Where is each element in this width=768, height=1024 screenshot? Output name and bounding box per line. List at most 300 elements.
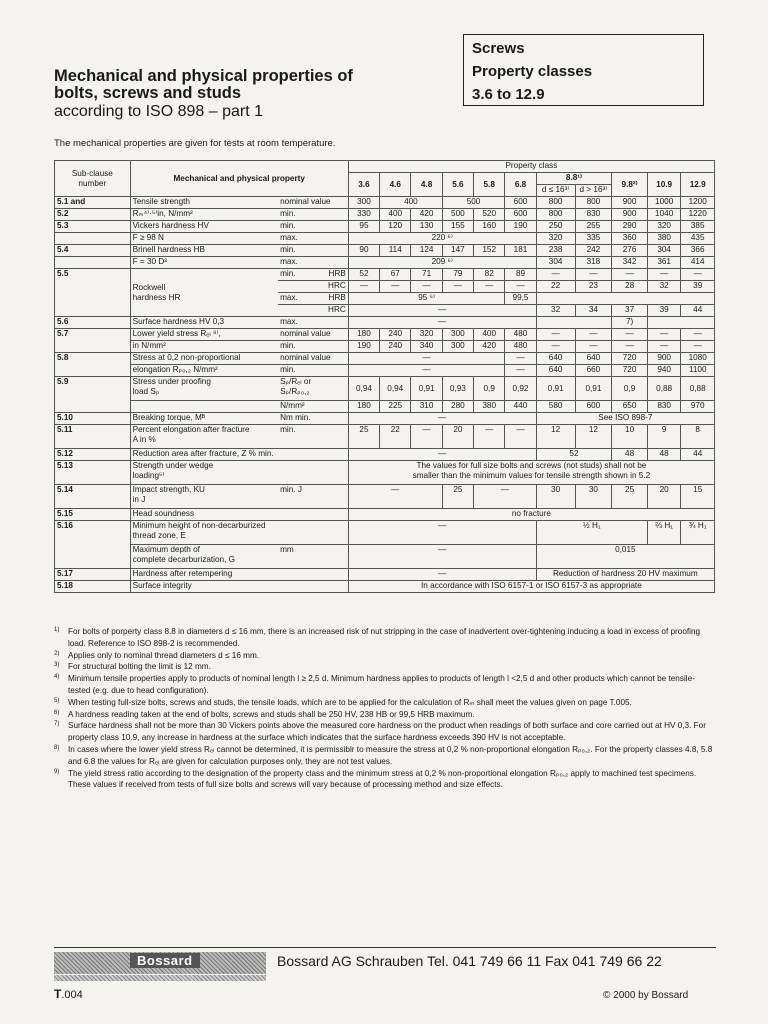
- value-cell: 82: [474, 269, 505, 281]
- property-condition: min. J: [278, 485, 348, 509]
- property-name: Stress at 0,2 non-proportional: [130, 353, 278, 365]
- value-cell: 940: [647, 365, 680, 377]
- footnote: [54, 744, 716, 768]
- value-cell: —: [612, 269, 648, 281]
- value-cell: 420: [474, 341, 505, 353]
- value-cell: 1080: [681, 353, 715, 365]
- value-cell: 435: [681, 233, 715, 245]
- value-cell: 22: [380, 425, 411, 449]
- value-cell: —: [474, 485, 537, 509]
- value-cell: 310: [411, 401, 442, 413]
- value-cell: 52: [536, 449, 612, 461]
- value-cell: 225: [380, 401, 411, 413]
- header-property-class: Property class: [348, 161, 714, 173]
- value-cell: 79: [442, 269, 473, 281]
- value-cell: 600: [505, 209, 536, 221]
- footnote-marker: 1): [54, 627, 60, 633]
- topic-box: [463, 34, 704, 106]
- value-cell: 180: [348, 401, 379, 413]
- logo-text: Bossard: [130, 953, 200, 968]
- value-cell: 366: [681, 245, 715, 257]
- value-cell: 480: [505, 329, 536, 341]
- property-condition: nominal value: [278, 329, 348, 341]
- value-cell: 180: [348, 329, 379, 341]
- copyright: © 2000 by Bossard: [603, 990, 689, 1001]
- value-cell: 0,9: [612, 377, 648, 401]
- value-cell: 520: [474, 209, 505, 221]
- property-name: elongation Rₚ₀,₂ N/mm²: [130, 365, 278, 377]
- value-cell: 480: [505, 341, 536, 353]
- footnote-text: A hardness reading taken at the end of bolts, screws and studs shall be 250 HV, 238 HB or 99,5 HRB maximum.: [68, 709, 475, 719]
- value-cell: —: [474, 281, 505, 293]
- property-name: Hardness after retempering: [130, 569, 348, 581]
- subclause-number: 5.4: [55, 245, 131, 257]
- property-name: Percent elongation after fracture A in %: [130, 425, 278, 449]
- value-cell: 20: [647, 485, 680, 509]
- footnote: [54, 626, 716, 650]
- property-name: F = 30 D²: [130, 257, 278, 269]
- value-cell: —: [505, 425, 536, 449]
- value-cell: 800: [536, 197, 575, 209]
- value-cell: —: [536, 269, 575, 281]
- subclause-number: 5.9: [55, 377, 131, 413]
- value-cell: —: [612, 341, 648, 353]
- bossard-logo: [54, 952, 266, 974]
- value-cell: 23: [575, 281, 612, 293]
- value-cell: —: [505, 353, 536, 365]
- value-cell: 71: [411, 269, 442, 281]
- value-cell: 32: [536, 305, 575, 317]
- subclause-number: [55, 233, 131, 245]
- value-cell: 39: [681, 281, 715, 293]
- value-cell: —: [681, 329, 715, 341]
- value-cell: 95 ⁶⁾: [348, 293, 505, 305]
- value-cell: —: [411, 425, 442, 449]
- rockwell-max-hrb: max. HRB: [278, 293, 348, 305]
- class-header: 4.8: [411, 173, 442, 197]
- properties-table: [54, 160, 715, 593]
- subclause-number: 5.18: [55, 581, 131, 593]
- subclause-number: 5.1 and: [55, 197, 131, 209]
- value-cell: 8: [681, 425, 715, 449]
- value-cell: 900: [612, 209, 648, 221]
- value-cell: 640: [536, 365, 575, 377]
- value-cell: 290: [612, 221, 648, 233]
- value-cell: 181: [505, 245, 536, 257]
- footnote: [54, 661, 716, 673]
- value-cell: —: [348, 545, 536, 569]
- value-cell: —: [474, 425, 505, 449]
- class-header: 4.6: [380, 173, 411, 197]
- subclause-number: 5.6: [55, 317, 131, 329]
- value-cell: 340: [411, 341, 442, 353]
- value-cell: 720: [612, 353, 648, 365]
- footnote-marker: 3): [54, 662, 60, 669]
- value-cell: —: [348, 413, 536, 425]
- value-cell: [647, 317, 714, 329]
- value-cell: 7): [612, 317, 648, 329]
- footnote-text: Applies only to nominal thread diameters d ≤ 16 mm.: [68, 650, 260, 660]
- logo-pattern: [54, 975, 266, 981]
- value-cell: ¾ H₁: [681, 521, 715, 545]
- value-cell: 37: [612, 305, 648, 317]
- value-cell: 304: [536, 257, 575, 269]
- property-name: Head soundness: [130, 509, 348, 521]
- value-cell: 300: [348, 197, 379, 209]
- property-condition: Sₚ/Rₑₗ or Sₚ/Rₚ₀,₂: [278, 377, 348, 401]
- value-cell: —: [348, 317, 536, 329]
- subclause-number: 5.3: [55, 221, 131, 233]
- class-header: 6.8: [505, 173, 536, 197]
- value-cell: —: [647, 341, 680, 353]
- topic-box-line-3: 3.6 to 12.9: [472, 86, 545, 103]
- value-cell: 99,5: [505, 293, 536, 305]
- footnote: [54, 709, 716, 721]
- value-cell: 152: [474, 245, 505, 257]
- footnote-text: The yield stress ratio according to the designation of the property class and the minimum stress at 0,2 % non-proportional elongation Rₚ₀,₂ apply to machined test specimens. These values if received from tests of full size bolts and screws will vary because of processing method and size effects.: [68, 768, 697, 790]
- page-prefix: T: [54, 987, 62, 1001]
- value-cell: —: [348, 449, 536, 461]
- value-cell: 1200: [681, 197, 715, 209]
- property-condition: Nm min.: [278, 413, 348, 425]
- value-cell: 500: [442, 197, 505, 209]
- d-le-16: d ≤ 16³⁾: [536, 185, 575, 197]
- value-cell: 0,94: [348, 377, 379, 401]
- value-cell: 600: [575, 401, 612, 413]
- property-condition: max.: [278, 257, 348, 269]
- value-cell: 650: [612, 401, 648, 413]
- value-cell: 380: [647, 233, 680, 245]
- footnote-marker: 7): [54, 721, 60, 728]
- value-cell: 22: [536, 281, 575, 293]
- value-cell: 48: [647, 449, 680, 461]
- value-cell: —: [536, 341, 575, 353]
- value-cell: 130: [411, 221, 442, 233]
- value-cell: 89: [505, 269, 536, 281]
- d-gt-16: d > 16³⁾: [575, 185, 612, 197]
- property-condition: nominal value: [278, 353, 348, 365]
- property-condition: nominal value: [278, 197, 348, 209]
- property-name-rockwell: Rockwell hardness HR: [130, 269, 278, 317]
- header-property: Mechanical and physical property: [130, 161, 348, 197]
- value-cell: 0,91: [575, 377, 612, 401]
- value-cell: 44: [681, 305, 715, 317]
- topic-box-line-1: Screws: [472, 40, 525, 57]
- value-cell: 114: [380, 245, 411, 257]
- value-cell: 361: [647, 257, 680, 269]
- class-header: 10.9: [647, 173, 680, 197]
- footnote-marker: 4): [54, 674, 60, 681]
- value-cell: 155: [442, 221, 473, 233]
- value-cell: 330: [348, 209, 379, 221]
- value-cell: 30: [536, 485, 575, 509]
- value-cell: See ISO 898-7: [536, 413, 714, 425]
- class-header: 9.8²⁾: [612, 173, 648, 197]
- value-cell: 242: [575, 245, 612, 257]
- value-cell: 30: [575, 485, 612, 509]
- value-cell: —: [575, 329, 612, 341]
- footnote: [54, 650, 716, 662]
- footnote-text: Surface hardness shall not be more than 30 Vickers points above the measured core hardness on the product when readings of both surface and core carried out at HV 0,3. For property class 10.9, any increase in hardness at the surface which indicates that the surface hardness exceeds 390 HV is not acceptable.: [68, 721, 706, 743]
- subclause-number: 5.8: [55, 353, 131, 377]
- value-cell: 335: [575, 233, 612, 245]
- value-cell: [536, 317, 612, 329]
- class-header: 3.6: [348, 173, 379, 197]
- value-cell: 440: [505, 401, 536, 413]
- value-cell: 12: [536, 425, 575, 449]
- class-header: 12.9: [681, 173, 715, 197]
- value-cell: 900: [612, 197, 648, 209]
- subclause-number: 5.17: [55, 569, 131, 581]
- class-header: 5.6: [442, 173, 473, 197]
- footnote: [54, 697, 716, 709]
- value-cell: —: [505, 281, 536, 293]
- value-cell: 318: [575, 257, 612, 269]
- footnote: [54, 768, 716, 792]
- value-cell: 830: [647, 401, 680, 413]
- value-cell: 970: [681, 401, 715, 413]
- value-cell: 0,91: [411, 377, 442, 401]
- property-name: Vickers hardness HV: [130, 221, 278, 233]
- subclause-number: 5.11: [55, 425, 131, 449]
- property-name: F ≥ 98 N: [130, 233, 278, 245]
- value-cell: 240: [380, 329, 411, 341]
- value-cell: 25: [612, 485, 648, 509]
- value-cell: 20: [442, 425, 473, 449]
- value-cell: 300: [442, 329, 473, 341]
- value-cell: 190: [505, 221, 536, 233]
- rockwell-min-hrb: min. HRB: [278, 269, 348, 281]
- property-condition: mm: [278, 545, 348, 569]
- value-cell: 28: [612, 281, 648, 293]
- property-condition: min.: [278, 365, 348, 377]
- property-condition: min.: [278, 221, 348, 233]
- footnote-marker: 9): [54, 768, 60, 775]
- contact-line: Bossard AG Schrauben Tel. 041 749 66 11 Fax 041 749 66 22: [277, 953, 662, 969]
- value-cell: 95: [348, 221, 379, 233]
- page-number: [54, 987, 83, 1001]
- rockwell-max-hrc: HRC: [278, 305, 348, 317]
- value-cell: 800: [575, 197, 612, 209]
- value-cell: —: [348, 353, 505, 365]
- value-cell: 342: [612, 257, 648, 269]
- value-cell: 320: [647, 221, 680, 233]
- value-cell: —: [681, 341, 715, 353]
- value-cell: 0,93: [442, 377, 473, 401]
- value-cell: 830: [575, 209, 612, 221]
- value-cell: The values for full size bolts and screws (not studs) shall not be smaller than the minimum values for tensile strength shown in 5.2: [348, 461, 714, 485]
- value-cell: 1000: [647, 197, 680, 209]
- property-condition: min.: [278, 209, 348, 221]
- property-name: Tensile strength: [130, 197, 278, 209]
- value-cell: 276: [612, 245, 648, 257]
- value-cell: 0,92: [505, 377, 536, 401]
- footnote-marker: 2): [54, 650, 60, 657]
- value-cell: 500: [442, 209, 473, 221]
- value-cell: 720: [612, 365, 648, 377]
- value-cell: —: [380, 281, 411, 293]
- property-condition: N/mm²: [278, 401, 348, 413]
- value-cell: 320: [411, 329, 442, 341]
- value-cell: 90: [348, 245, 379, 257]
- title-line-2: bolts, screws and studs: [54, 84, 242, 102]
- value-cell: —: [348, 305, 536, 317]
- value-cell: 1100: [681, 365, 715, 377]
- value-cell: ½ H₁: [536, 521, 647, 545]
- value-cell: 304: [647, 245, 680, 257]
- value-cell: 255: [575, 221, 612, 233]
- value-cell: 400: [380, 197, 443, 209]
- footnote-marker: 8): [54, 744, 60, 751]
- value-cell: [536, 293, 714, 305]
- subclause-number: 5.5: [55, 269, 131, 317]
- value-cell: no fracture: [348, 509, 714, 521]
- value-cell: 0,88: [681, 377, 715, 401]
- value-cell: 238: [536, 245, 575, 257]
- property-name: Surface integrity: [130, 581, 348, 593]
- footnote-text: When testing full-size bolts, screws and studs, the tensile loads, which are to be applied for the calculation of Rₘ shall meet the values given on page T.005.: [68, 697, 632, 707]
- footnote: [54, 673, 716, 697]
- property-condition: min.: [278, 341, 348, 353]
- value-cell: 280: [442, 401, 473, 413]
- value-cell: 10: [612, 425, 648, 449]
- subclause-number: 5.10: [55, 413, 131, 425]
- footnote-marker: 5): [54, 697, 60, 704]
- value-cell: 400: [380, 209, 411, 221]
- value-cell: Reduction of hardness 20 HV maximum: [536, 569, 714, 581]
- value-cell: —: [505, 365, 536, 377]
- footnotes: [54, 626, 716, 791]
- property-condition: min.: [278, 245, 348, 257]
- subclause-number: 5.15: [55, 509, 131, 521]
- value-cell: 160: [474, 221, 505, 233]
- value-cell: —: [411, 281, 442, 293]
- value-cell: 0,88: [647, 377, 680, 401]
- value-cell: 147: [442, 245, 473, 257]
- value-cell: 0,015: [536, 545, 714, 569]
- property-name: [130, 401, 278, 413]
- value-cell: 640: [536, 353, 575, 365]
- value-cell: —: [681, 269, 715, 281]
- page-num: .004: [61, 989, 83, 1001]
- property-name: Strength under wedge loading⁵⁾: [130, 461, 348, 485]
- footer-rule: [54, 947, 716, 948]
- value-cell: —: [647, 329, 680, 341]
- value-cell: 900: [647, 353, 680, 365]
- footnote-text: In cases where the lower yield stress Rₑₗ cannot be determined, it is permissiblr to measure the stress at 0,2 % non-proportional elongation Rₚ₀,₂. For the property classes 4.8, 5.8 and 6.8 the values for Rₑₗ are given for calculation purposes only, they are not test values.: [68, 744, 713, 766]
- value-cell: 44: [681, 449, 715, 461]
- property-condition: min.: [278, 425, 348, 449]
- value-cell: 0,94: [380, 377, 411, 401]
- property-name: Stress under proofing load Sₚ: [130, 377, 278, 401]
- value-cell: 48: [612, 449, 648, 461]
- value-cell: 124: [411, 245, 442, 257]
- property-condition: max.: [278, 233, 348, 245]
- rockwell-min-hrc: HRC: [278, 281, 348, 293]
- value-cell: 15: [681, 485, 715, 509]
- value-cell: —: [348, 365, 505, 377]
- subclause-number: 5.12: [55, 449, 131, 461]
- value-cell: 360: [612, 233, 648, 245]
- footnote-text: Minimum tensile properties apply to products of nominal length l ≥ 2,5 d. Minimum hardness applies to products of length l <2,5 d and other products which cannot be tensile-tested (e.g. due to head configuration).: [68, 674, 695, 695]
- class-header: 8.8¹⁾: [536, 173, 612, 185]
- subclause-number: 5.7: [55, 329, 131, 353]
- class-header: 5.8: [474, 173, 505, 197]
- value-cell: 25: [442, 485, 473, 509]
- value-cell: ⅔ H₁: [647, 521, 680, 545]
- value-cell: 25: [348, 425, 379, 449]
- footnote-marker: 6): [54, 709, 60, 716]
- subclause-number: 5.13: [55, 461, 131, 485]
- value-cell: —: [348, 281, 379, 293]
- value-cell: —: [348, 485, 442, 509]
- footnote-text: For structural bolting the limit is 12 mm.: [68, 662, 211, 672]
- property-name: Reduction area after fracture, Z % min.: [130, 449, 348, 461]
- property-name: Lower yield stress Rₑₗ ⁸⁾,: [130, 329, 278, 341]
- value-cell: 0,9: [474, 377, 505, 401]
- property-name: Rₘ⁴⁾·⁵⁾in, N/mm²: [130, 209, 278, 221]
- value-cell: 380: [474, 401, 505, 413]
- footnote: [54, 720, 716, 744]
- intro-text: The mechanical properties are given for tests at room temperature.: [54, 138, 336, 149]
- value-cell: 32: [647, 281, 680, 293]
- header-subclause: Sub-clause number: [55, 161, 131, 197]
- value-cell: 580: [536, 401, 575, 413]
- property-name: Surface hardness HV 0,3: [130, 317, 278, 329]
- value-cell: 39: [647, 305, 680, 317]
- value-cell: —: [575, 269, 612, 281]
- value-cell: —: [348, 521, 536, 545]
- value-cell: 660: [575, 365, 612, 377]
- value-cell: 1220: [681, 209, 715, 221]
- value-cell: 34: [575, 305, 612, 317]
- value-cell: 250: [536, 221, 575, 233]
- value-cell: 52: [348, 269, 379, 281]
- property-name: Brinell hardness HB: [130, 245, 278, 257]
- value-cell: 220 ⁶⁾: [348, 233, 536, 245]
- property-name: Minimum height of non-decarburized thread zone, E: [130, 521, 348, 545]
- value-cell: 0,91: [536, 377, 575, 401]
- topic-box-line-2: Property classes: [472, 63, 593, 80]
- value-cell: In accordance with ISO 6157-1 or ISO 6157-3 as appropriate: [348, 581, 714, 593]
- value-cell: 190: [348, 341, 379, 353]
- value-cell: 120: [380, 221, 411, 233]
- value-cell: 1040: [647, 209, 680, 221]
- subclause-number: 5.2: [55, 209, 131, 221]
- title-line-1: Mechanical and physical properties of: [54, 67, 353, 85]
- value-cell: 414: [681, 257, 715, 269]
- document-subtitle: according to ISO 898 – part 1: [54, 103, 264, 120]
- value-cell: —: [442, 281, 473, 293]
- value-cell: 640: [575, 353, 612, 365]
- value-cell: 600: [505, 197, 536, 209]
- value-cell: —: [575, 341, 612, 353]
- value-cell: 400: [474, 329, 505, 341]
- value-cell: 800: [536, 209, 575, 221]
- value-cell: 12: [575, 425, 612, 449]
- property-name: Maximum depth of complete decarburization, G: [130, 545, 278, 569]
- value-cell: —: [348, 569, 536, 581]
- value-cell: 209 ⁶⁾: [348, 257, 536, 269]
- property-condition: max.: [278, 317, 348, 329]
- subclause-number: 5.16: [55, 521, 131, 569]
- value-cell: 385: [681, 221, 715, 233]
- property-name: in N/mm²: [130, 341, 278, 353]
- value-cell: —: [612, 329, 648, 341]
- value-cell: 240: [380, 341, 411, 353]
- value-cell: 9: [647, 425, 680, 449]
- subclause-number: [55, 257, 131, 269]
